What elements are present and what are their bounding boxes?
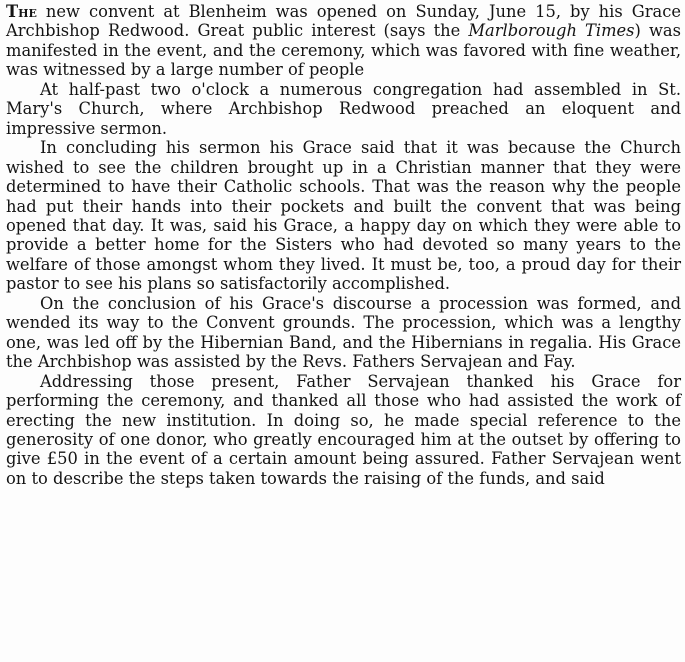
paragraph-sermon: In concluding his sermon his Grace said that it was because the Church wished to see the children brought up in a Christian manner that they were determined to have their Catholic schools. That was the reason why the people had put their hands into their pockets and built the convent that was being opened that day. It was, said his Grace, a happy day on which they were able to provide a better home for the Sisters who had devoted so many years to the welfare of those amongst whom they lived. It must be, too, a proud day for their pastor to see his plans so satisfactorily accomplished. [6, 138, 681, 294]
paragraph-text: new convent at Blenheim was opened on Sunday, June 15, by his Grace Archbishop Redwood. Great public interest (says the [6, 2, 681, 41]
newspaper-name: Marlborough Times [468, 21, 635, 41]
paragraph-congregation: At half-past two o'clock a numerous congregation had assembled in St. Mary's Church, where Archbishop Redwood preached an eloquent and impressive sermon. [6, 79, 681, 138]
lead-word: The [6, 2, 37, 21]
paragraph-procession: On the conclusion of his Grace's discourse a procession was formed, and wended its way to the Convent grounds. The procession, which was a lengthy one, was led off by the Hibernian Band, and the Hibernians in regalia. His Grace the Archbishop was assisted by the Revs. Fathers Servajean and Fay. [6, 293, 681, 372]
paragraph-convent-opening [6, 2, 681, 80]
paragraph-address: Addressing those present, Father Servajean thanked his Grace for performing the ceremony, and thanked all those who had assisted the work of erecting the new institution. In doing so, he made special reference to the generosity of one donor, who greatly encouraged him at the outset by offering to give £50 in the event of a certain amount being assured. Father Servajean went on to describe the steps taken towards the raising of the funds, and said [6, 371, 681, 488]
paragraph-text: ) was manifested in the event, and the ceremony, which was favored with fine weather, was witnessed by a large number of people [6, 21, 681, 80]
